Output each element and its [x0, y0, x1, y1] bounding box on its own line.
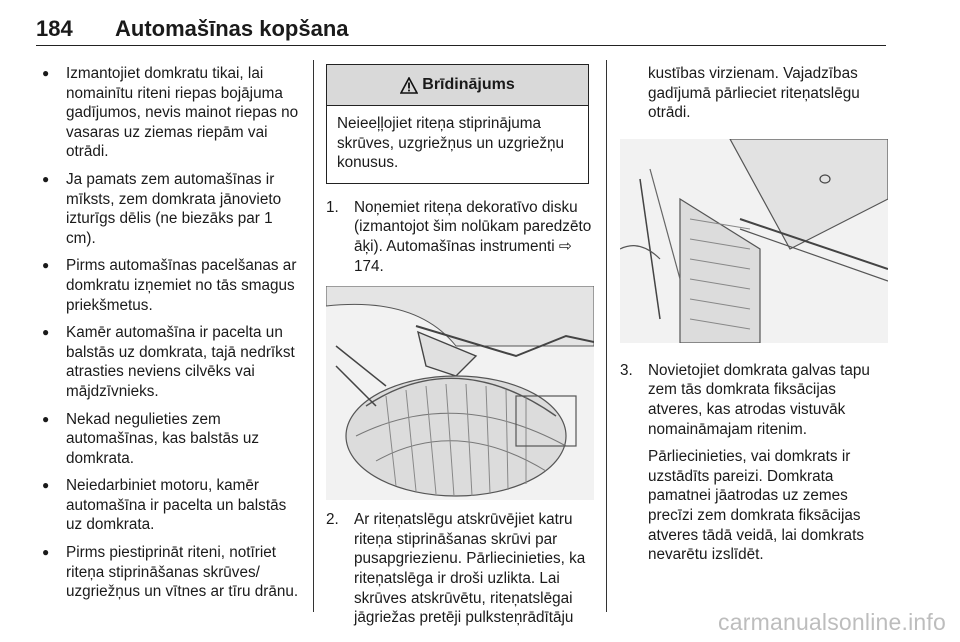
page-header — [36, 12, 886, 46]
list-item: ● Kamēr automašīna ir pacelta un balstās uz domkrata, tajā nedrīkst atrasties neviens cilvēks vai mājdzīvnieks. — [36, 323, 304, 401]
step-text: Noņemiet riteņa dekoratīvo disku (izmantojot šim nolūkam paredzēto āķi). Automašīnas instrumenti ⇨ 174. — [354, 198, 592, 275]
list-item: ● Nekad negulieties zem automašīnas, kas balstās uz domkrata. — [36, 410, 304, 469]
step-text-note: Pārliecinieties, vai domkrats ir uzstādīts pareizi. Domkrata pamatnei jāatrodas uz zemes precīzi zem domkrata fiksācijas atveres tādā veidā, lai domkrats nevarētu izslīdēt. — [648, 448, 864, 564]
step-number: 2. — [326, 511, 339, 529]
page-number: 184 — [36, 16, 73, 41]
bullet-list — [36, 64, 304, 602]
step-1 — [326, 198, 594, 276]
column-divider — [313, 60, 314, 612]
warning-box — [326, 64, 589, 184]
jack-position-illustration — [620, 139, 888, 343]
step-text: Novietojiet domkrata galvas tapu zem tās domkrata fiksācijas atveres, kas atrodas vistuvāk nomaināmajam ritenim. — [648, 361, 870, 438]
step-number: 3. — [620, 361, 633, 379]
column-middle — [326, 64, 594, 628]
column-right — [620, 64, 888, 565]
list-item: ● Ja pamats zem automašīnas ir mīksts, zem domkrata jānovieto izturīgs dēlis (ne biezāks par 1 cm). — [36, 170, 304, 248]
list-item: ● Pirms automašīnas pacelšanas ar domkratu izņemiet no tās smagus priekšmetus. — [36, 256, 304, 315]
column-left — [36, 64, 304, 610]
step-3 — [620, 361, 888, 565]
watermark: carmanualsonline.info — [718, 609, 946, 635]
warning-triangle-icon — [400, 77, 418, 94]
warning-text: Neieeļļojiet riteņa stiprinājuma skrūves, uzgriežņus un uzgriežņu konusus. — [337, 115, 565, 172]
list-item: ● Neiedarbiniet motoru, kamēr automašīna ir pacelta un balstās uz domkrata. — [36, 476, 304, 535]
step-2 — [326, 510, 594, 628]
wheel-cover-illustration — [326, 286, 594, 500]
warning-title: Brīdinājums — [422, 76, 515, 94]
list-item: ● Pirms piestiprināt riteni, notīriet riteņa stiprināšanas skrūves/ uzgriežņus un vītnes ar tīru drānu. — [36, 543, 304, 602]
list-item: ● Izmantojiet domkratu tikai, lai nomainītu riteni riepas bojājuma gadījumos, nevis mainot riepas no vasaras uz ziemas riepām vai otrādi. — [36, 64, 304, 162]
page-title: Automašīnas kopšana — [115, 16, 349, 41]
step-number: 1. — [326, 198, 339, 216]
step-2-continued: kustības virzienam. Vajadzības gadījumā pārlieciet riteņatslēgu otrādi. — [648, 65, 860, 122]
column-divider — [606, 60, 607, 612]
warning-header — [327, 65, 588, 106]
step-text: Ar riteņatslēgu atskrūvējiet katru riteņa stiprināšanas skrūvi par pusapgriezienu. Pārliecinieties, ka riteņatslēga ir droši uzlikta. Lai skrūves atskrūvētu, riteņatslēgai jāgriežas pretēji pulksteņrādītāju — [354, 511, 586, 627]
